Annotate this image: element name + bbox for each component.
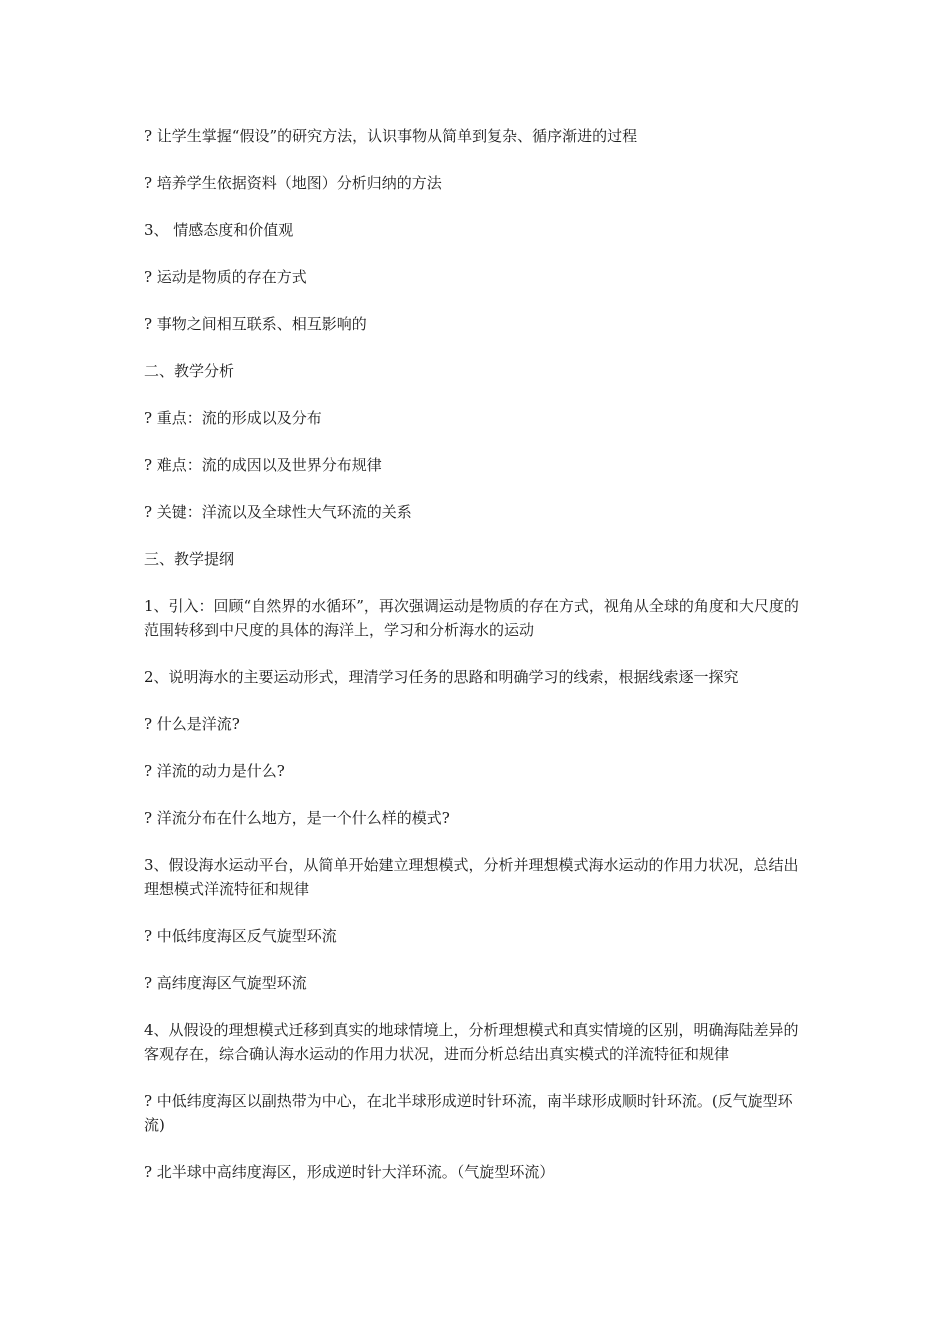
- analysis-bullet-key: ? 关键：洋流以及全球性大气环流的关系: [144, 503, 412, 521]
- real-bullet-subpolar-gyre: ? 北半球中高纬度海区，形成逆时针大洋环流。（气旋型环流）: [144, 1163, 555, 1181]
- outline-item-ideal-model: 3、假设海水运动平台，从简单开始建立理想模式，分析并理想模式海水运动的作用力状况，总结出理想模式洋流特征和规律: [144, 856, 799, 898]
- question-bullet-what-is-current: ? 什么是洋流?: [144, 715, 240, 733]
- section-heading-values: 3、 情感态度和价值观: [144, 221, 294, 239]
- section-heading-outline: 三、教学提纲: [144, 550, 235, 568]
- question-bullet-current-distribution: ? 洋流分布在什么地方，是一个什么样的模式?: [144, 809, 450, 827]
- real-bullet-subtropical-gyre: ? 中低纬度海区以副热带为中心，在北半球形成逆时针环流，南半球形成顺时针环流。(反气旋型环流): [144, 1092, 793, 1134]
- document-page: [144, 124, 810, 1207]
- outline-item-real-model: 4、从假设的理想模式迁移到真实的地球情境上，分析理想模式和真实情境的区别，明确海陆差异的客观存在，综合确认海水运动的作用力状况，进而分析总结出真实模式的洋流特征和规律: [144, 1021, 799, 1063]
- objective-bullet-hypothesis: ? 让学生掌握“假设”的研究方法，认识事物从简单到复杂、循序渐进的过程: [144, 127, 638, 145]
- question-bullet-current-force: ? 洋流的动力是什么?: [144, 762, 285, 780]
- outline-item-motion-forms: 2、说明海水的主要运动形式，理清学习任务的思路和明确学习的线索，根据线索逐一探究: [144, 668, 739, 686]
- objective-bullet-map-analysis: ? 培养学生依据资料（地图）分析归纳的方法: [144, 174, 442, 192]
- values-bullet-motion: ? 运动是物质的存在方式: [144, 268, 307, 286]
- outline-item-introduction: 1、引入：回顾“自然界的水循环”，再次强调运动是物质的存在方式，视角从全球的角度和大尺度的范围转移到中尺度的具体的海洋上，学习和分析海水的运动: [144, 597, 799, 639]
- model-bullet-anticyclonic: ? 中低纬度海区反气旋型环流: [144, 927, 337, 945]
- section-heading-analysis: 二、教学分析: [144, 362, 235, 380]
- analysis-bullet-difficulty: ? 难点：流的成因以及世界分布规律: [144, 456, 382, 474]
- model-bullet-cyclonic: ? 高纬度海区气旋型环流: [144, 974, 307, 992]
- analysis-bullet-focus: ? 重点：流的形成以及分布: [144, 409, 322, 427]
- values-bullet-interconnection: ? 事物之间相互联系、相互影响的: [144, 315, 367, 333]
